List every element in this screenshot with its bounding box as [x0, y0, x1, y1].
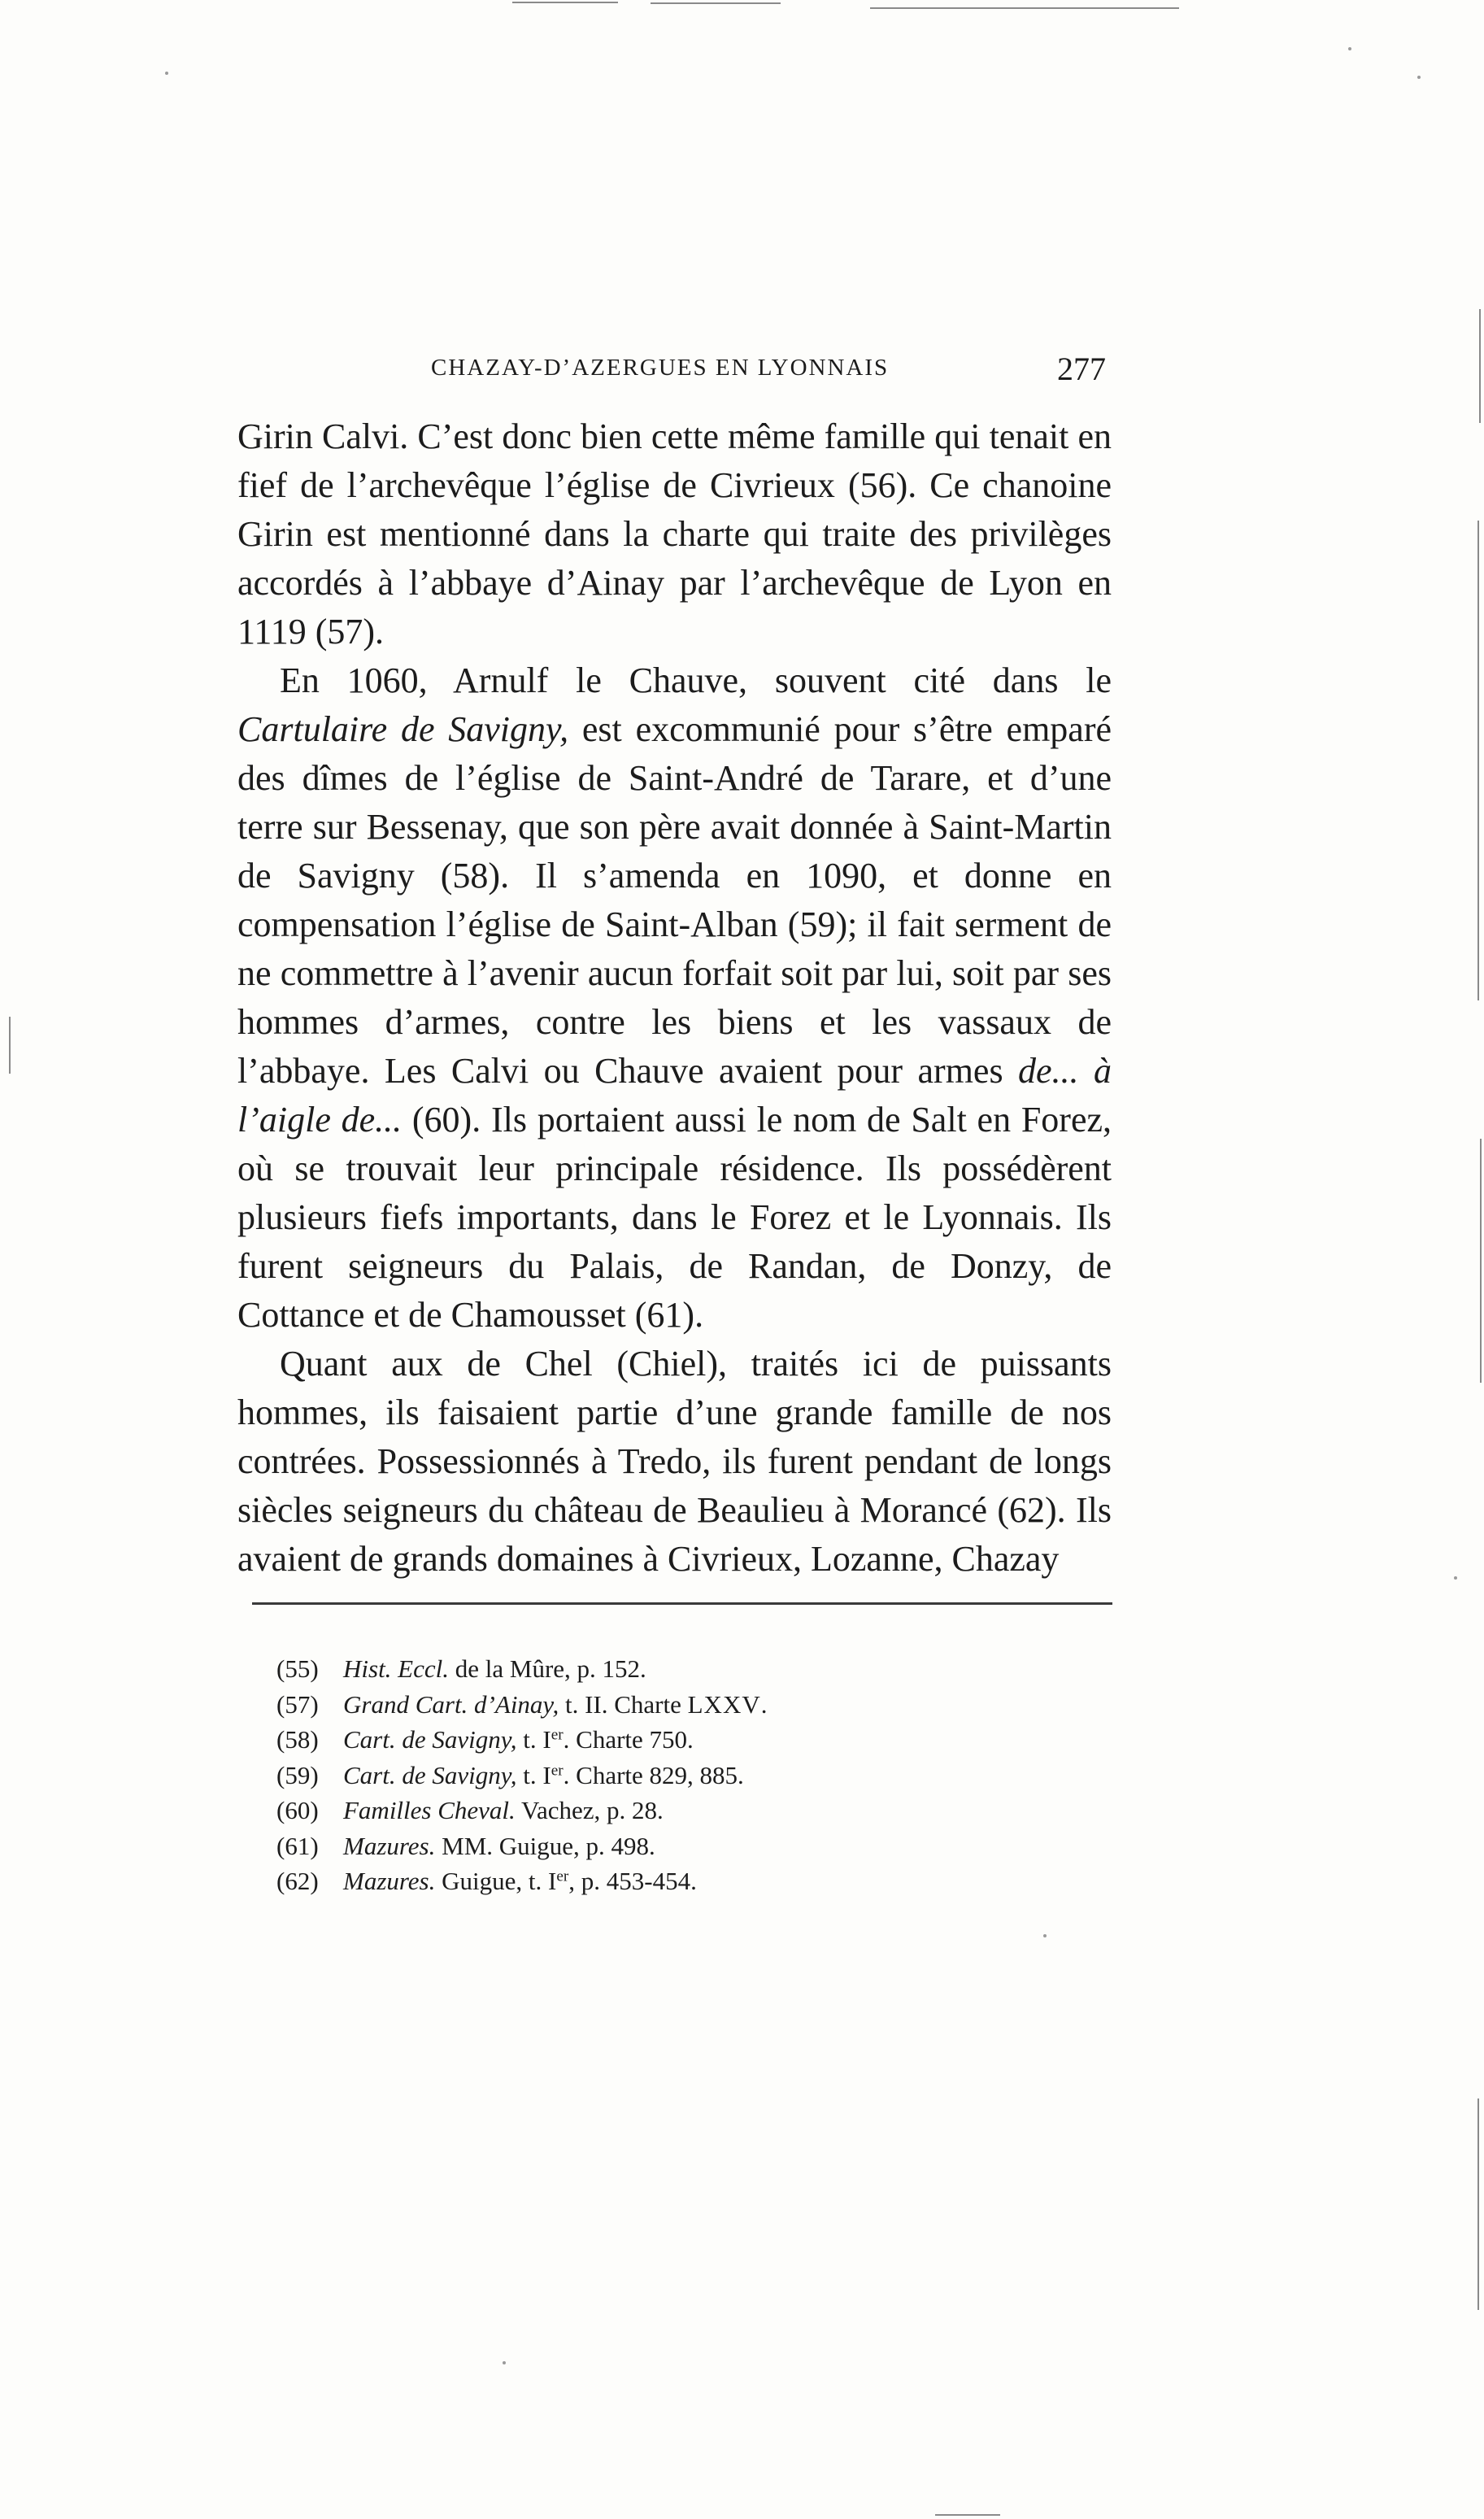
footnote-text-end: , p. 453-454. [568, 1867, 697, 1895]
footnote-number: (55) [276, 1654, 319, 1683]
footnote-source: Grand Cart. d’Ainay, [343, 1689, 559, 1719]
footnote-57 [276, 1687, 1090, 1723]
body-text [237, 412, 1112, 1584]
footnote-superscript: er [551, 1761, 564, 1779]
footnote-number: (61) [276, 1831, 319, 1860]
footnote-source: Mazures. [343, 1831, 436, 1860]
paragraph-2-text-b: est excommunié pour s’être emparé des dîmes de l’église de Saint-André de Tarare, et d’une terre sur Bessenay, que son père avait donnée à Saint-Martin de Savigny (58). Il s’amenda en 1090, et donne en compensation l’église de Saint-Alban (59); il fait serment de ne commettre à l’avenir aucun forfait soit par lui, soit par ses hommes d’armes, contre les biens et les vassaux de l’abbaye. Les Calvi ou Chauve avaient pour armes [237, 709, 1112, 1091]
paragraph-1-text: Girin Calvi. C’est donc bien cette même famille qui tenait en fief de l’archevêque l’église de Civrieux (56). Ce chanoine Girin est mentionné dans la charte qui traite des privilèges accordés à l’abbaye d’Ainay par l’archevêque de Lyon en 1119 (57). [237, 416, 1112, 652]
page-header [431, 350, 1106, 399]
footnote-text: t. I [516, 1760, 551, 1789]
footnote-number: (57) [276, 1689, 319, 1719]
paragraph-3 [237, 1340, 1112, 1584]
footnote-58 [276, 1722, 1090, 1758]
footnote-59 [276, 1758, 1090, 1793]
footnote-number: (59) [276, 1760, 319, 1789]
footnote-superscript: er [551, 1726, 564, 1744]
paragraph-1 [237, 412, 1112, 656]
footnote-text: t. I [516, 1725, 551, 1754]
footnote-source: Cart. de Savigny, [343, 1760, 517, 1789]
footnote-source: Familles Cheval. [343, 1796, 516, 1824]
footnote-text: de la Mûre, p. 152. [449, 1654, 646, 1683]
footnote-separator [252, 1602, 1112, 1605]
footnote-text-end: . [760, 1689, 768, 1719]
paragraph-2-text-c: (60). Ils portaient aussi le nom de Salt en Forez, où se trouvait leur principale résidence. Ils possédèrent plusieurs fiefs importants, dans le Forez et le Lyonnais. Ils furent seigneurs du Palais, de Randan, de Donzy, de Cottance et de Chamousset (61). [237, 1100, 1112, 1335]
footnote-60 [276, 1793, 1090, 1828]
footnote-roman-numeral: LXXV [687, 1689, 761, 1719]
footnote-source: Hist. Eccl. [343, 1654, 449, 1683]
page-number: 277 [1057, 351, 1106, 387]
paragraph-2 [237, 656, 1112, 1340]
footnote-number: (62) [276, 1867, 319, 1895]
running-head: CHAZAY-D’AZERGUES EN LYONNAIS [431, 355, 890, 381]
footnotes [276, 1651, 1090, 1899]
footnote-text: Guigue, t. I [435, 1867, 557, 1895]
footnote-number: (58) [276, 1725, 319, 1754]
footnote-text-end: . Charte 750. [563, 1725, 694, 1754]
footnote-number: (60) [276, 1796, 319, 1824]
footnote-source: Cart. de Savigny, [343, 1725, 517, 1754]
footnote-text: MM. Guigue, p. 498. [435, 1831, 655, 1860]
paragraph-2-italic-armes: de... à l’aigle de... [237, 1051, 1112, 1140]
footnote-55 [276, 1651, 1090, 1687]
paragraph-2-text-a: En 1060, Arnulf le Chauve, souvent cité dans le [280, 660, 1112, 700]
footnote-62 [276, 1863, 1090, 1899]
footnote-text: Vachez, p. 28. [515, 1796, 664, 1824]
paragraph-2-italic-cartulaire: Cartulaire de Savigny, [237, 709, 569, 749]
footnote-source: Mazures. [343, 1867, 436, 1895]
footnote-61 [276, 1828, 1090, 1864]
footnote-superscript: er [556, 1867, 569, 1885]
footnote-text-end: . Charte 829, 885. [563, 1760, 744, 1789]
paragraph-3-text: Quant aux de Chel (Chiel), traités ici de puissants hommes, ils faisaient partie d’une grande famille de nos contrées. Possessionnés à Tredo, ils furent pendant de longs siècles seigneurs du château de Beaulieu à Morancé (62). Ils avaient de grands domaines à Civrieux, Lozanne, Chazay [237, 1344, 1112, 1579]
footnote-text: t. II. Charte [559, 1689, 688, 1719]
